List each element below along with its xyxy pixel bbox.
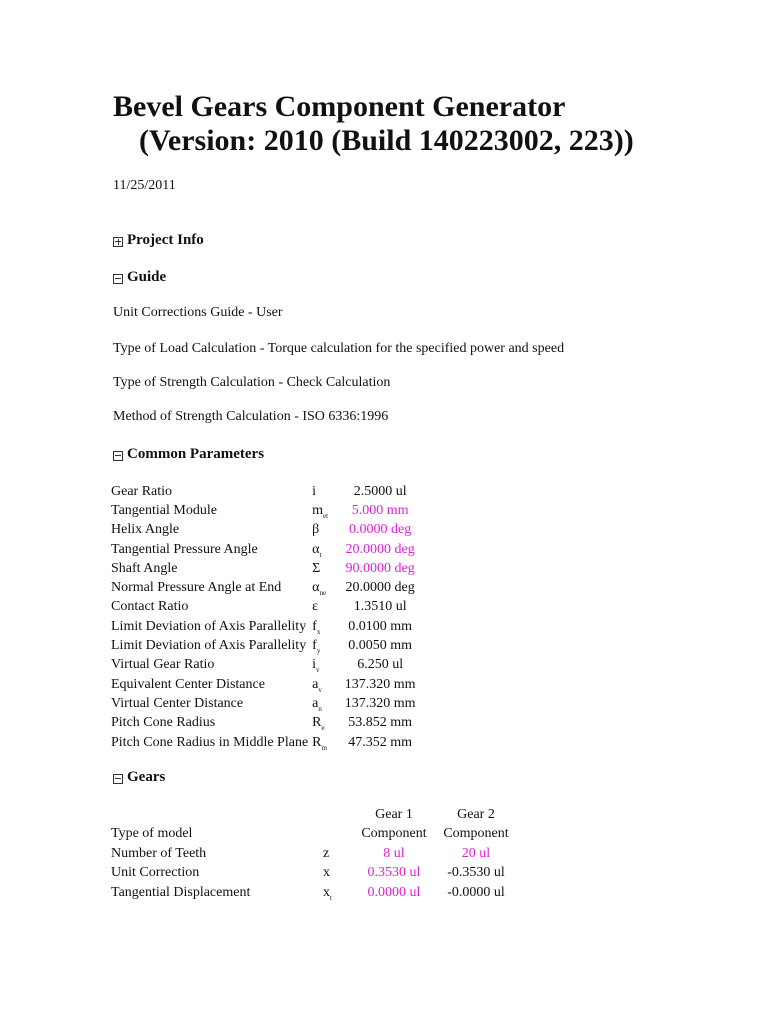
- section-gears[interactable]: [113, 769, 165, 786]
- param-symbol: [310, 540, 342, 559]
- section-common-parameters[interactable]: [113, 446, 264, 463]
- gear2-value: -0.3530 ul: [447, 865, 505, 881]
- param-value: 1.3510 ul: [353, 599, 407, 615]
- symbol-main: a: [312, 695, 319, 711]
- symbol-subscript: v: [318, 685, 322, 694]
- symbol-main: ε: [312, 599, 319, 615]
- param-symbol: [310, 617, 342, 636]
- param-value: 2.5000 ul: [353, 483, 407, 499]
- param-name: Gear Ratio: [111, 483, 173, 499]
- gear1-value: 0.3530 ul: [367, 865, 421, 881]
- param-name: Virtual Gear Ratio: [111, 657, 215, 673]
- gear1-value: 0.0000 ul: [367, 884, 421, 900]
- section-title: Project Info: [127, 232, 204, 248]
- header-spacer: [321, 805, 353, 825]
- gears-table: [109, 805, 517, 903]
- param-row: [109, 559, 418, 578]
- param-row: [109, 482, 418, 501]
- section-title: Gears: [127, 769, 166, 785]
- param-symbol: [310, 598, 342, 617]
- param-row: [109, 636, 418, 655]
- gear-param-symbol: [321, 825, 353, 845]
- param-value: 47.352 mm: [348, 734, 413, 750]
- param-row: [109, 733, 418, 752]
- symbol-main: R: [312, 734, 322, 750]
- symbol-main: α: [312, 541, 320, 557]
- symbol-main: m: [312, 502, 324, 518]
- symbol-subscript: ne: [319, 588, 327, 597]
- common-parameters-table: [109, 482, 418, 752]
- param-name: Contact Ratio: [111, 599, 189, 615]
- symbol-main: β: [312, 522, 320, 538]
- title-line-1: Bevel Gears Component Generator: [113, 90, 566, 123]
- param-symbol: [310, 694, 342, 713]
- gear-row: [109, 844, 517, 864]
- symbol-subscript: e: [321, 724, 325, 732]
- param-row: [109, 656, 418, 675]
- param-symbol: [310, 521, 342, 540]
- symbol-main: f: [312, 638, 317, 654]
- section-title: Guide: [127, 269, 167, 285]
- symbol-main: f: [312, 618, 317, 634]
- symbol-main: x: [323, 865, 330, 881]
- gear-param-symbol: [321, 883, 353, 903]
- header-spacer: [109, 805, 321, 825]
- param-value: 6.250 ul: [357, 657, 404, 673]
- symbol-main: z: [323, 845, 330, 861]
- param-symbol: [310, 714, 342, 733]
- param-value: 53.852 mm: [348, 715, 413, 731]
- param-name: Limit Deviation of Axis Parallelity: [111, 638, 307, 654]
- param-value: 20.0000 deg: [345, 541, 415, 557]
- collapse-icon[interactable]: [113, 274, 123, 284]
- section-title: Common Parameters: [127, 446, 265, 462]
- gear-param-symbol: [321, 864, 353, 884]
- symbol-main: α: [312, 580, 320, 596]
- report-date: 11/25/2011: [113, 178, 176, 193]
- param-row: [109, 540, 418, 559]
- symbol-subscript: y: [316, 646, 321, 655]
- param-symbol: [310, 675, 342, 694]
- gear-param-name: Unit Correction: [111, 865, 200, 881]
- param-row: [109, 598, 418, 617]
- param-name: Pitch Cone Radius: [111, 715, 216, 731]
- gear-row: [109, 864, 517, 884]
- symbol-subscript: t: [319, 550, 322, 559]
- param-value: 137.320 mm: [344, 676, 416, 692]
- title-line-2: (Version: 2010 (Build 140223002, 223)): [139, 124, 634, 157]
- collapse-icon[interactable]: [113, 451, 123, 461]
- param-value: 137.320 mm: [344, 695, 416, 711]
- param-value: 90.0000 deg: [345, 560, 415, 576]
- section-guide[interactable]: [113, 269, 166, 286]
- param-name: Tangential Pressure Angle: [111, 541, 258, 557]
- gear2-value: 20 ul: [461, 845, 491, 861]
- symbol-subscript: x: [316, 627, 321, 636]
- document-title: [113, 90, 753, 158]
- param-row: [109, 694, 418, 713]
- guide-line: Method of Strength Calculation - ISO 6336:1996: [113, 409, 389, 424]
- guide-line: Type of Strength Calculation - Check Calculation: [113, 375, 391, 390]
- param-row: [109, 617, 418, 636]
- gear-row: [109, 883, 517, 903]
- symbol-main: a: [312, 676, 319, 692]
- param-row: [109, 578, 418, 597]
- param-name: Pitch Cone Radius in Middle Plane: [111, 734, 309, 750]
- param-row: [109, 675, 418, 694]
- param-symbol: [310, 501, 342, 520]
- param-name: Tangential Module: [111, 502, 217, 518]
- symbol-subscript: m: [321, 743, 327, 752]
- gear1-header: Gear 1: [375, 806, 413, 822]
- symbol-main: Σ: [312, 560, 321, 576]
- symbol-subscript: n: [318, 704, 322, 713]
- param-value: 5.000 mm: [351, 502, 409, 518]
- param-value: 20.0000 deg: [345, 580, 415, 596]
- gear2-value: -0.0000 ul: [447, 884, 505, 900]
- symbol-subscript: et: [323, 511, 329, 520]
- expand-icon[interactable]: [113, 237, 123, 247]
- section-project-info[interactable]: [113, 232, 204, 249]
- symbol-subscript: t: [330, 893, 332, 902]
- symbol-main: x: [323, 884, 330, 900]
- gear-param-name: Number of Teeth: [111, 845, 207, 861]
- param-symbol: [310, 578, 342, 597]
- symbol-main: i: [312, 483, 317, 499]
- param-value: 0.0050 mm: [348, 638, 413, 654]
- param-symbol: [310, 636, 342, 655]
- param-value: 0.0000 deg: [349, 522, 412, 538]
- symbol-main: R: [312, 715, 322, 731]
- param-symbol: [310, 559, 342, 578]
- gear-row: [109, 825, 517, 845]
- gear-param-name: Type of model: [111, 826, 193, 842]
- param-row: [109, 521, 418, 540]
- param-symbol: [310, 656, 342, 675]
- collapse-icon[interactable]: [113, 774, 123, 784]
- gear1-value: 8 ul: [383, 845, 405, 861]
- param-name: Limit Deviation of Axis Parallelity: [111, 618, 307, 634]
- param-name: Helix Angle: [111, 522, 180, 538]
- param-symbol: [310, 733, 342, 752]
- guide-line: Type of Load Calculation - Torque calculation for the specified power and speed: [113, 341, 565, 356]
- param-name: Normal Pressure Angle at End: [111, 580, 282, 596]
- symbol-subscript: v: [316, 666, 320, 675]
- gear2-header: Gear 2: [457, 806, 495, 822]
- param-name: Virtual Center Distance: [111, 695, 244, 711]
- gears-header-row: [109, 805, 517, 825]
- param-value: 0.0100 mm: [348, 618, 413, 634]
- gear1-value: Component: [361, 826, 427, 842]
- gear2-value: Component: [443, 826, 509, 842]
- gear-param-name: Tangential Displacement: [111, 884, 251, 900]
- gear-param-symbol: [321, 844, 353, 864]
- param-name: Equivalent Center Distance: [111, 676, 265, 692]
- guide-line: Unit Corrections Guide - User: [113, 305, 283, 320]
- param-name: Shaft Angle: [111, 560, 178, 576]
- param-symbol: [310, 482, 342, 501]
- param-row: [109, 501, 418, 520]
- param-row: [109, 714, 418, 733]
- symbol-main: i: [312, 657, 317, 673]
